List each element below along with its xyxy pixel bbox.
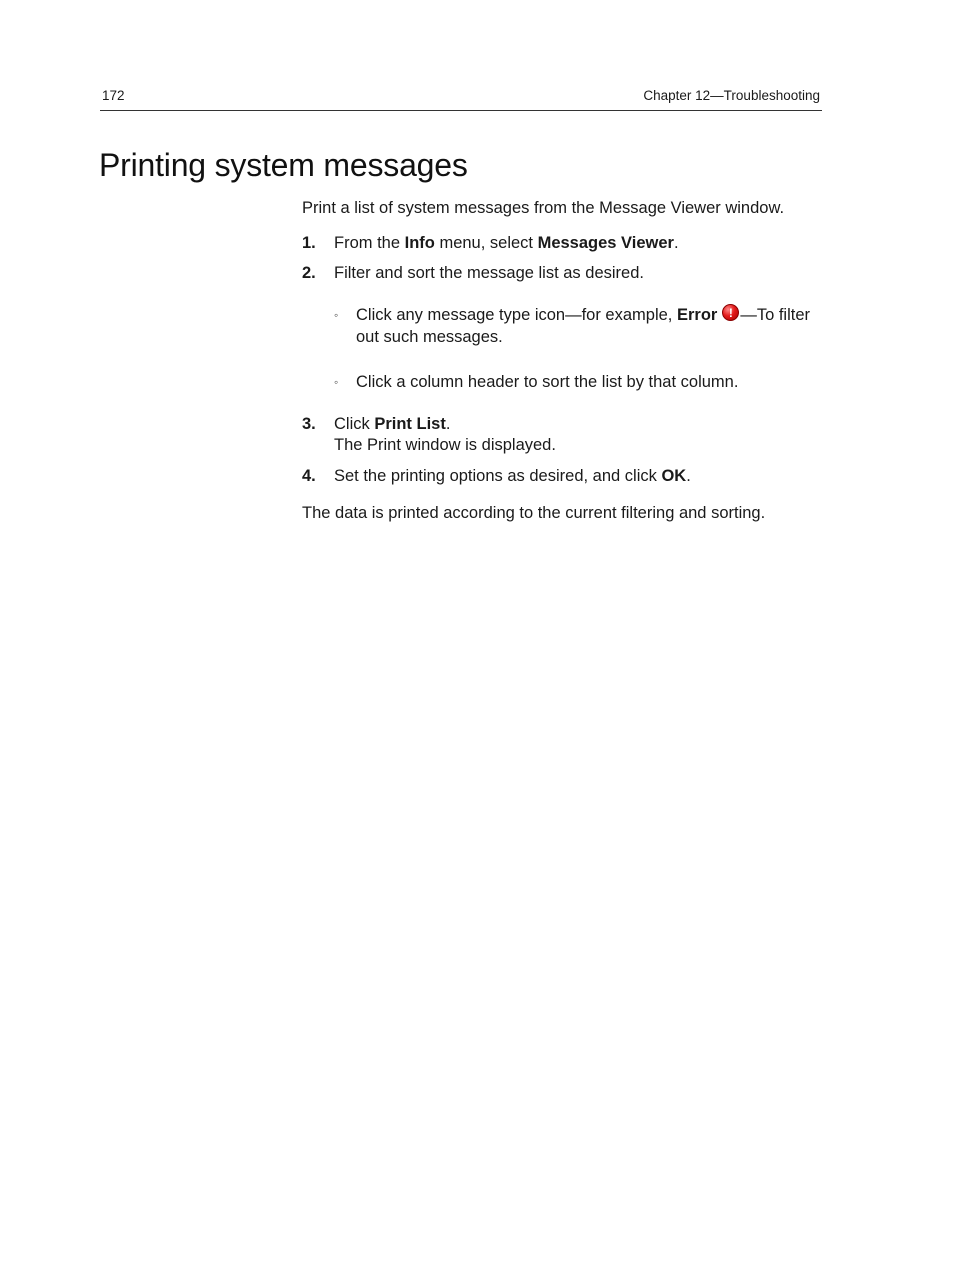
step-text: Click Print List. The Print window is displayed. <box>334 415 556 454</box>
intro-paragraph: Print a list of system messages from the Message Viewer window. <box>302 199 785 217</box>
running-title: Chapter 12—Troubleshooting <box>643 88 820 103</box>
page-number: 172 <box>102 88 125 103</box>
step-number: 2. <box>302 264 316 282</box>
page-header <box>100 88 822 111</box>
closing-paragraph: The data is printed according to the current filtering and sorting. <box>302 504 766 522</box>
bullet-marker: ◦ <box>334 375 339 389</box>
error-icon: ! <box>722 304 739 321</box>
bullet-text: Click any message type icon—for example, Error ! —To filter out such messages. <box>356 306 811 346</box>
step-number: 1. <box>302 234 316 252</box>
error-label: Error <box>676 306 718 324</box>
button-name: OK <box>661 467 687 485</box>
menu-name: Info <box>404 234 435 252</box>
step-result: The Print window is displayed. <box>334 436 556 454</box>
step-text: From the Info menu, select Messages Viewer. <box>334 234 679 252</box>
button-name: Print List <box>374 415 446 433</box>
menu-item-name: Messages Viewer <box>537 234 674 252</box>
bullet-marker: ◦ <box>334 308 339 322</box>
bullet-text: Click a column header to sort the list by that column. <box>356 373 739 391</box>
step-text: Filter and sort the message list as desired. <box>334 264 644 282</box>
step-text: Set the printing options as desired, and click OK. <box>334 467 691 485</box>
step-number: 4. <box>302 467 316 485</box>
step-number: 3. <box>302 415 316 433</box>
page-title: Printing system messages <box>99 147 468 183</box>
